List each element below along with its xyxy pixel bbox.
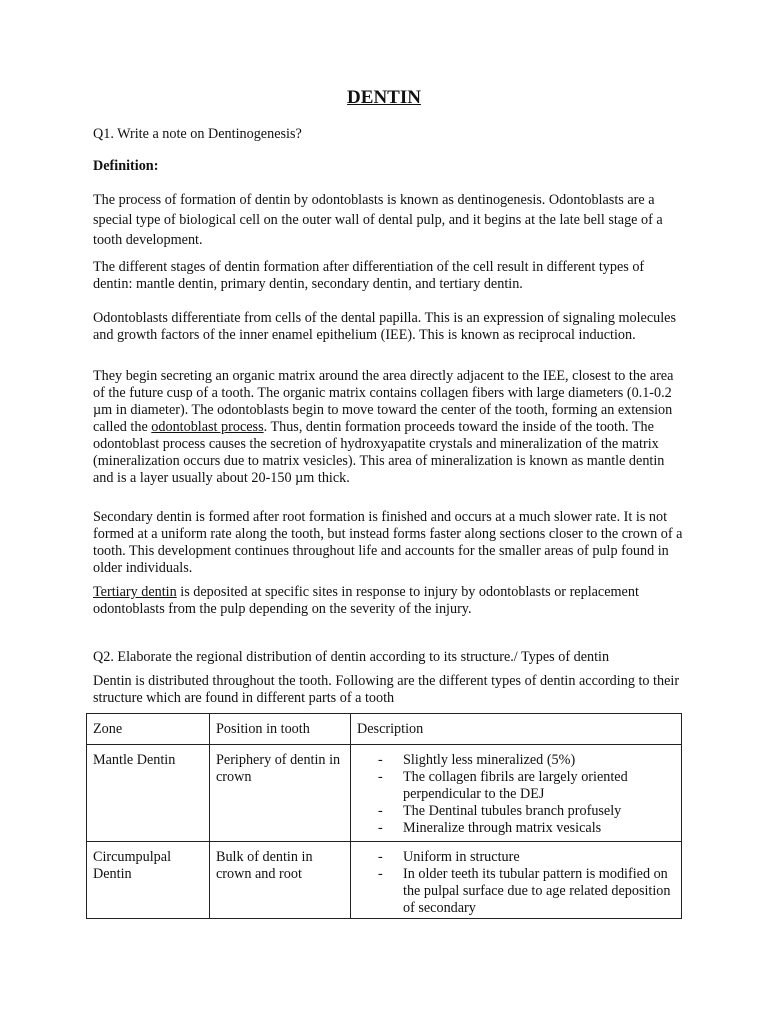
- description-item: - Uniform in structure: [403, 849, 675, 866]
- paragraph-definition: The process of formation of dentin by odontoblasts is known as dentinogenesis. Odontoblasts are a special type of biological cell on the outer wall of dental pulp, and it begins at the late bell stage of a tooth development.: [93, 192, 663, 248]
- paragraph-differentiation: Odontoblasts differentiate from cells of the dental papilla. This is an expression of signaling molecules and growth factors of the inner enamel epithelium (IEE). This is known as reciprocal induction.: [93, 310, 676, 343]
- description-item: - Slightly less mineralized (5%): [403, 752, 675, 769]
- q1-question: Q1. Write a note on Dentinogenesis?: [93, 126, 302, 142]
- description-item: - In older teeth its tubular pattern is modified on the pulpal surface due to age related deposition of secondary: [403, 866, 675, 917]
- table-header-row: [87, 714, 682, 745]
- paragraph-secondary-dentin: Secondary dentin is formed after root formation is finished and occurs at a much slower rate. It is not formed at a uniform rate along the tooth, but instead forms faster along sections closer to the crown of a tooth. This development continues throughout life and accounts for the smaller areas of pulp found in older individuals.: [93, 509, 683, 576]
- secretion-text-part2: . Thus, dentin formation proceeds toward the inside of the tooth. The odontoblast process causes the secretion of hydroxyapatite crystals and mineralization of the matrix (mineralization occurs due to matrix vesicles). This area of mineralization is known as mantle dentin and is a layer usually about 20-150 µm thick.: [93, 419, 665, 486]
- paragraph-tertiary-dentin: [93, 584, 683, 618]
- position-cell: Bulk of dentin in crown and root: [210, 842, 351, 919]
- paragraph-secretion: [93, 368, 683, 487]
- description-item: - The Dentinal tubules branch profusely: [403, 803, 675, 820]
- zone-cell: Mantle Dentin: [87, 745, 210, 842]
- q2-intro: Dentin is distributed throughout the tooth. Following are the different types of dentin according to their structure which are found in different parts of a tooth: [93, 673, 680, 706]
- position-cell: Periphery of dentin in crown: [210, 745, 351, 842]
- tertiary-dentin-text: is deposited at specific sites in response to injury by odontoblasts or replacement odontoblasts from the pulp depending on the severity of the injury.: [93, 584, 639, 617]
- description-cell: [351, 745, 682, 842]
- table-row: [87, 842, 682, 919]
- description-item: - Mineralize through matrix vesicals: [403, 820, 675, 837]
- table-header-cell: Description: [351, 714, 682, 745]
- zone-cell: Circumpulpal Dentin: [87, 842, 210, 919]
- secretion-text-part1: They begin secreting an organic matrix around the area directly adjacent to the IEE, closest to the area of the future cusp of a tooth. The organic matrix contains collagen fibers with large diameters (0.1-0.2 µm in diameter). The odontoblasts begin to move toward the center of the tooth, forming an extension called the: [93, 368, 674, 435]
- table-header-cell: Position in tooth: [210, 714, 351, 745]
- description-item: - The collagen fibrils are largely oriented perpendicular to the DEJ: [403, 769, 675, 803]
- odontoblast-process-link[interactable]: odontoblast process: [151, 419, 264, 435]
- description-cell: [351, 842, 682, 919]
- page-title: DENTIN: [347, 87, 421, 108]
- dentin-types-table: [86, 713, 682, 919]
- q2-question: Q2. Elaborate the regional distribution of dentin according to its structure./ Types of dentin: [93, 649, 610, 665]
- tertiary-dentin-link[interactable]: Tertiary dentin: [93, 584, 177, 600]
- table-row: [87, 745, 682, 842]
- table-header-cell: Zone: [87, 714, 210, 745]
- definition-heading: Definition:: [93, 158, 159, 174]
- paragraph-stages: The different stages of dentin formation after differentiation of the cell result in different types of dentin: mantle dentin, primary dentin, secondary dentin, and tertiary dentin.: [93, 259, 645, 292]
